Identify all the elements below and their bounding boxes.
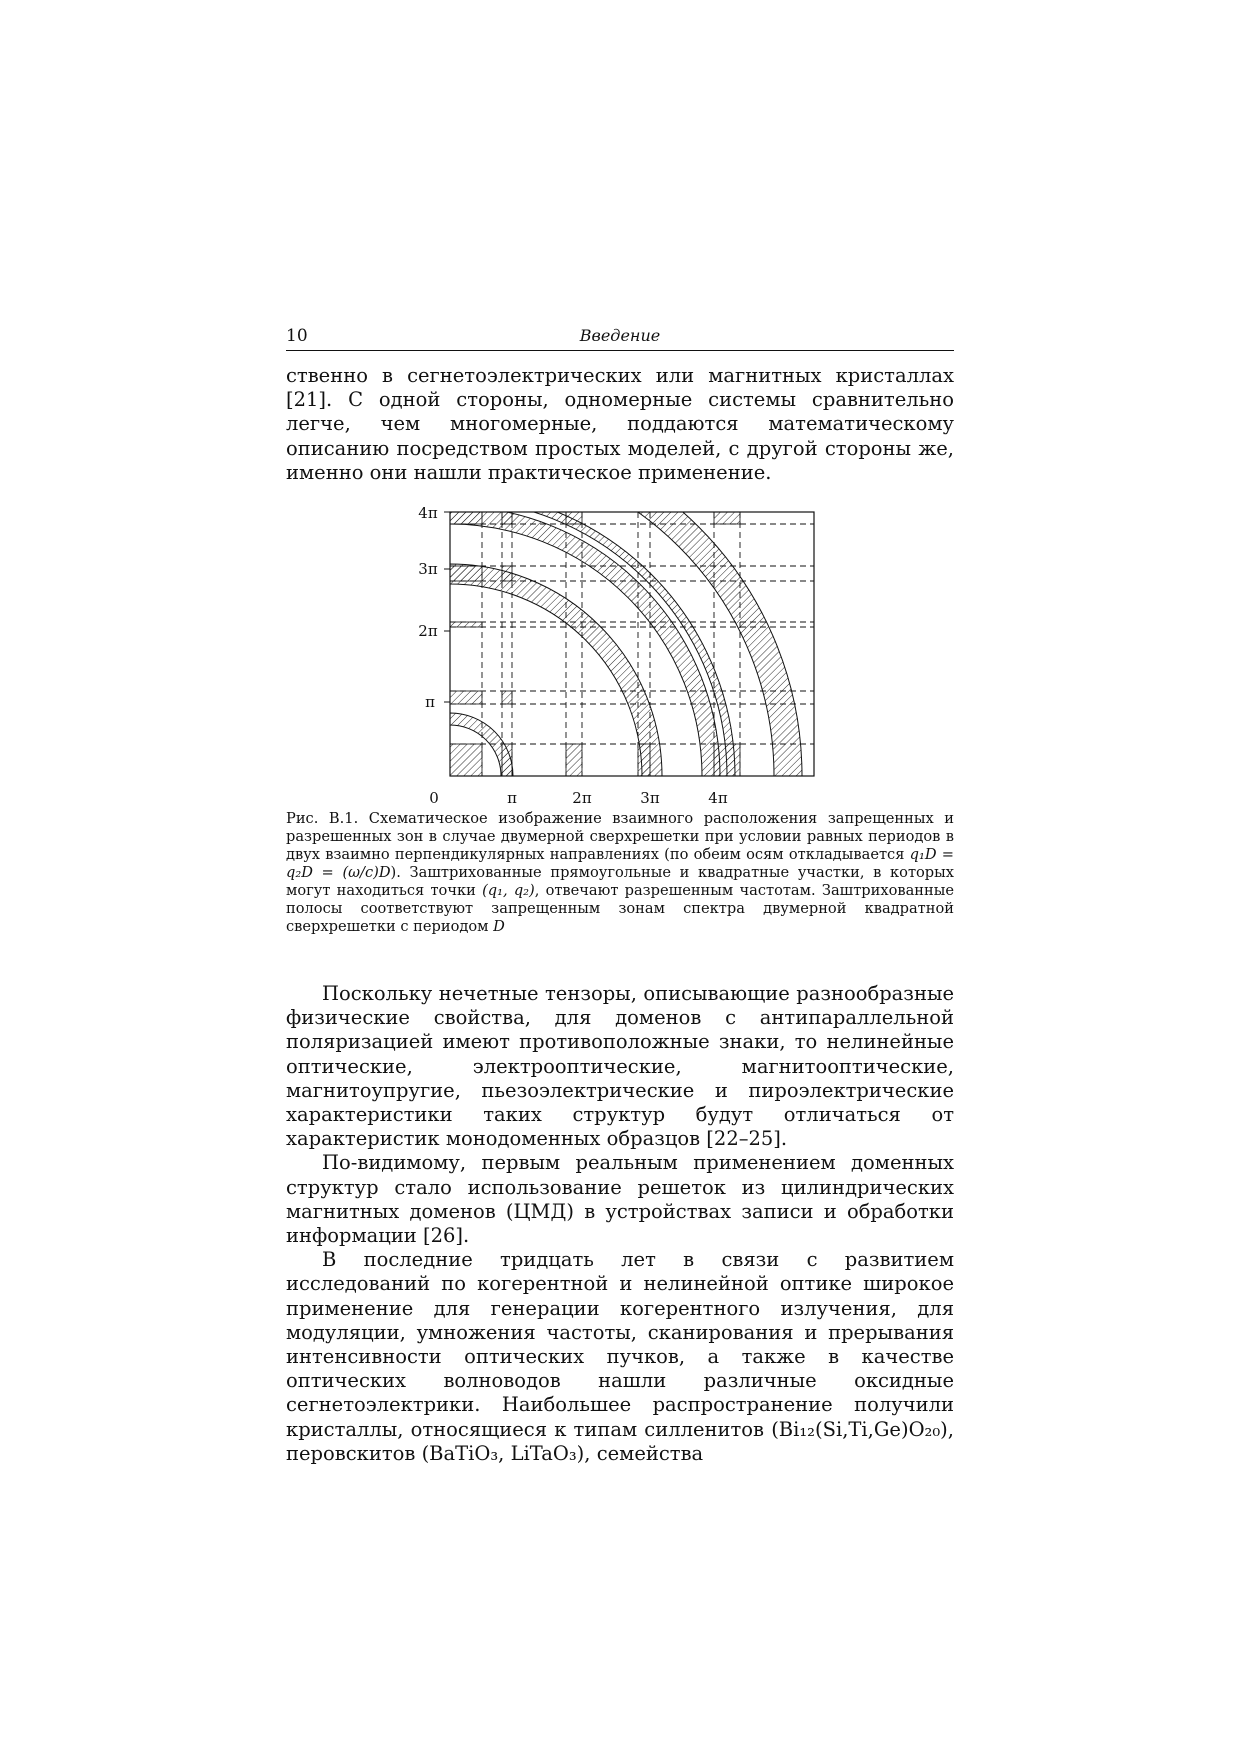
formula-perovskite: (BaTiO₃, LiTaO₃): [421, 1441, 585, 1465]
tick-label-x-3pi: 3π: [640, 789, 660, 806]
paragraph-3-mid: , перовскитов: [286, 1417, 954, 1465]
tick-label-x-4pi: 4π: [708, 789, 728, 806]
tick-label-y-3pi: 3π: [418, 560, 438, 578]
body-text: [286, 982, 954, 1466]
page-number: 10: [286, 326, 308, 346]
caption-point: (q₁, q₂): [482, 882, 535, 899]
running-title: Введение: [579, 326, 661, 345]
caption-label: Рис. В.1.: [286, 810, 359, 827]
tick-label-y-pi: π: [425, 693, 435, 711]
paragraph-text: ственно в сегнетоэлектрических или магнитных кристаллах [21]. С одной стороны, одномерные системы сравнительно легче, чем многомерные, поддаются математическому описанию посредством простых моделей, с другой стороны же, именно они нашли практическое применение.: [286, 364, 954, 484]
figure-caption: [286, 810, 954, 936]
caption-text-2: ). Заштрихованные прямоугольные и квадратные участки, в которых могут находиться точки: [286, 864, 954, 899]
paragraph-3-end: , семейства: [584, 1441, 704, 1465]
paragraph-3: [286, 1248, 954, 1466]
tick-marks: [444, 512, 450, 702]
tick-label-origin: 0: [429, 789, 439, 806]
paragraph-1: Поскольку нечетные тензоры, описывающие разнообразные физические свойства, для доменов с антипараллельной поляризацией имеют противоположные знаки, то нелинейные оптические, электрооптические, магнитооптические, магнитоупругие, пьезоэлектрические и пироэлектрические характеристики таких структур будут отличаться от характеристик монодоменных образцов [22–25].: [286, 982, 954, 1151]
forbidden-bands: [450, 504, 802, 776]
caption-period: D: [493, 918, 505, 935]
tick-label-x-2pi: 2π: [572, 789, 592, 806]
tick-label-x-pi: π: [507, 789, 517, 806]
caption-text-3: , отвечают разрешенным частотам. Заштрихованные полосы соответствуют запрещенным зонам спектра двумерной квадратной сверхрешетки с периодом: [286, 882, 954, 935]
band-diagram-svg: [410, 504, 830, 806]
tick-label-y-2pi: 2π: [418, 622, 438, 640]
caption-formula: q₁D = q₂D = (ω/c)D: [286, 846, 954, 881]
caption-text-1: Схематическое изображение взаимного расположения запрещенных и разрешенных зон в случае двумерной сверхрешетки при условии равных периодов в двух взаимно перпендикулярных направлениях (по обеим осям откладывается: [286, 810, 954, 863]
paragraph-2: По-видимому, первым реальным применением доменных структур стало использование решеток из цилиндрических магнитных доменов (ЦМД) в устройствах записи и обработки информации [26].: [286, 1151, 954, 1248]
paragraph-3-text: В последние тридцать лет в связи с развитием исследований по когерентной и нелинейной оптике широкое применение для генерации когерентного излучения, для модуляции, умножения частоты, сканирования и прерывания интенсивности оптических пучков, а также в качестве оптических волноводов нашли различные оксидные сегнетоэлектрики. Наибольшее распространение получили кристаллы, относящиеся к типам силленитов: [286, 1248, 954, 1441]
formula-sillenite: (Bi₁₂(Si,Ti,Ge)O₂₀): [771, 1417, 948, 1441]
intro-paragraph: [286, 364, 954, 485]
figure-band-diagram: [410, 504, 830, 806]
page-header: [286, 326, 954, 351]
tick-label-y-4pi: 4π: [418, 504, 438, 522]
